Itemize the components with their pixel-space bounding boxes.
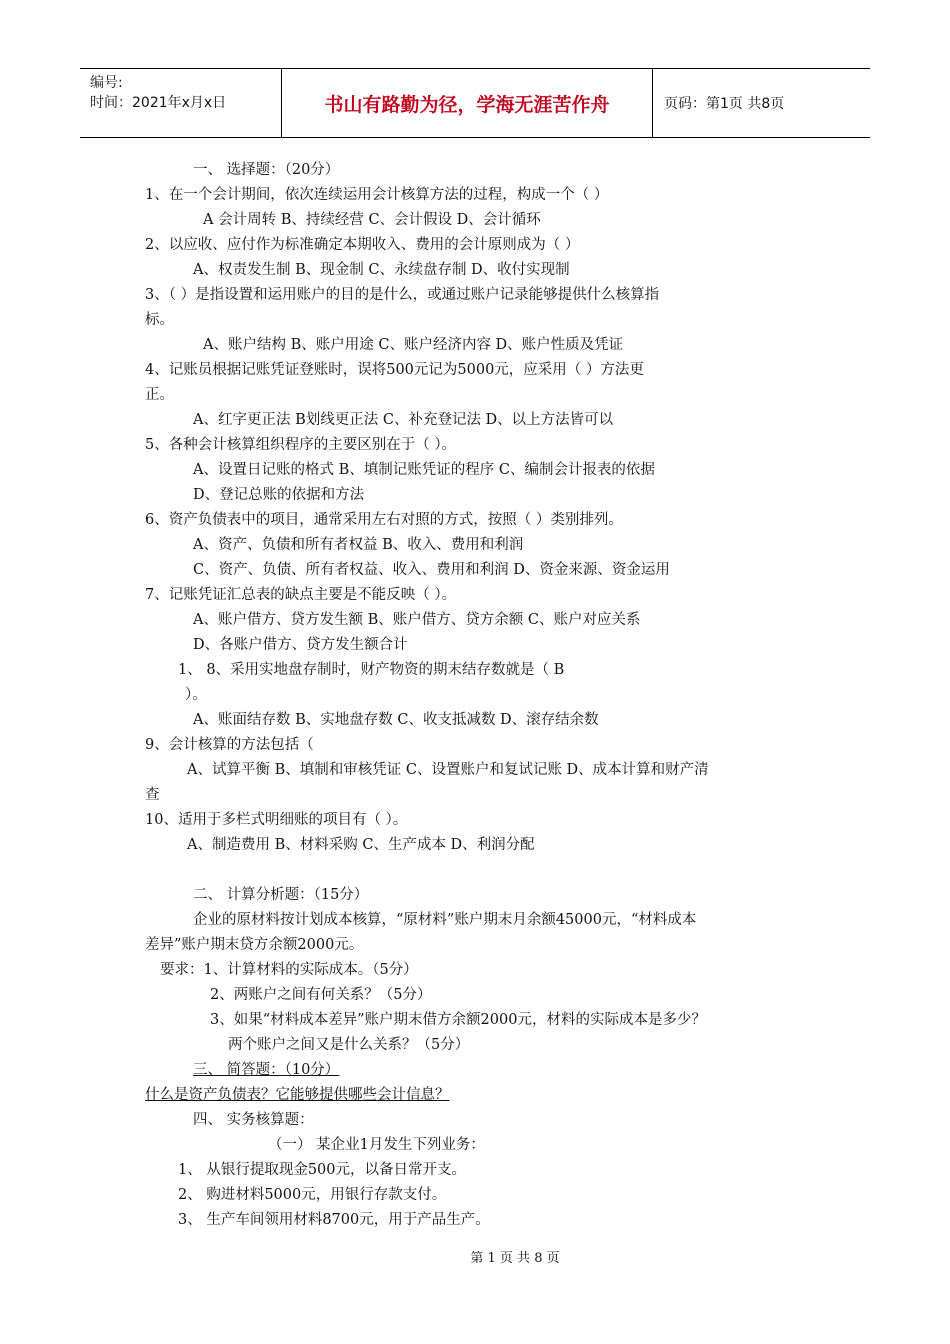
question-5: 5、各种会计核算组织程序的主要区别在于（ ）。 xyxy=(145,437,457,453)
section-1-heading: 一、 选择题：（20分） xyxy=(193,162,340,178)
question-2-options: A、权责发生制 B、现金制 C、永续盘存制 D、收付实现制 xyxy=(193,262,570,278)
page-footer: 第 1 页 共 8 页 xyxy=(470,1251,560,1266)
question-9-options: A、试算平衡 B、填制和审核凭证 C、设置账户和复试记账 D、成本计算和财产清 xyxy=(187,762,709,778)
question-5-options-a: A、设置日记账的格式 B、填制记账凭证的程序 C、编制会计报表的依据 xyxy=(193,462,655,478)
question-2: 2、以应收、应付作为标准确定本期收入、费用的会计原则成为（ ） xyxy=(145,237,580,253)
question-8-options: A、账面结存数 B、实地盘存数 C、收支抵减数 D、滚存结余数 xyxy=(193,712,599,728)
question-8-cont: ）。 xyxy=(185,687,207,703)
header-motto: 书山有路勤为径，学海无涯苦作舟 xyxy=(282,69,653,137)
requirement-2: 2、两账户之间有何关系？（5分） xyxy=(210,987,432,1003)
requirement-3-cont: 两个账户之间又是什么关系？（5分） xyxy=(228,1037,470,1053)
header-page-info: 页码：第1页 共8页 xyxy=(664,96,785,112)
question-3: 3、（ ）是指设置和运用账户的目的是什么，或通过账户记录能够提供什么核算指 xyxy=(145,287,660,303)
section-3-question: 什么是资产负债表？它能够提供哪些会计信息？ xyxy=(145,1087,450,1103)
transaction-1: 1、 从银行提取现金500元，以备日常开支。 xyxy=(178,1162,467,1178)
transaction-2: 2、 购进材料5000元，用银行存款支付。 xyxy=(178,1187,447,1203)
question-10: 10、适用于多栏式明细账的项目有（ ）。 xyxy=(145,812,408,828)
question-7-options-b: D、各账户借方、贷方发生额合计 xyxy=(193,637,408,653)
question-4-cont: 正。 xyxy=(145,387,174,403)
question-4: 4、记账员根据记账凭证登账时，误将500元记为5000元，应采用（ ）方法更 xyxy=(145,362,644,378)
question-9: 9、会计核算的方法包括（ xyxy=(145,737,314,753)
question-7-options-a: A、账户借方、贷方发生额 B、账户借方、贷方余额 C、账户对应关系 xyxy=(193,612,641,628)
requirement-3: 3、如果“材料成本差异”账户期末借方余额2000元，材料的实际成本是多少？ xyxy=(210,1012,706,1028)
question-10-options: A、制造费用 B、材料采购 C、生产成本 D、利润分配 xyxy=(187,837,535,853)
question-5-options-b: D、登记总账的依据和方法 xyxy=(193,487,365,503)
question-4-options: A、红字更正法 B划线更正法 C、补充登记法 D、以上方法皆可以 xyxy=(193,412,614,428)
time-label: 时间：2021年x月x日 xyxy=(90,95,227,111)
number-label: 编号: xyxy=(90,75,123,91)
question-7: 7、记账凭证汇总表的缺点主要是不能反映（ ）。 xyxy=(145,587,457,603)
section-3-heading: 三、 简答题：（10分） xyxy=(193,1062,340,1078)
section-2-heading: 二、 计算分析题：（15分） xyxy=(193,887,369,903)
header-meta xyxy=(80,69,282,137)
question-6-options-a: A、资产、负债和所有者权益 B、收入、费用和利润 xyxy=(193,537,524,553)
question-9-cont: 查 xyxy=(145,787,160,803)
section-2-text-2: 差异”账户期末贷方余额2000元。 xyxy=(145,937,364,953)
question-6: 6、资产负债表中的项目，通常采用左右对照的方式，按照（ ）类别排列。 xyxy=(145,512,623,528)
page-header xyxy=(80,68,870,138)
question-3-cont: 标。 xyxy=(145,312,174,328)
question-1: 1、在一个会计期间，依次连续运用会计核算方法的过程，构成一个（ ） xyxy=(145,187,609,203)
section-4-subheading: （一） 某企业1月发生下列业务： xyxy=(268,1137,485,1153)
section-4-heading: 四、 实务核算题： xyxy=(193,1112,314,1128)
requirement-1: 要求：1、计算材料的实际成本。（5分） xyxy=(160,962,418,978)
question-3-options: A、账户结构 B、账户用途 C、账户经济内容 D、账户性质及凭证 xyxy=(203,337,624,353)
section-2-text-1: 企业的原材料按计划成本核算，“原材料”账户期末月余额45000元，“材料成本 xyxy=(193,912,697,928)
question-6-options-b: C、资产、负债、所有者权益、收入、费用和利润 D、资金来源、资金运用 xyxy=(193,562,670,578)
transaction-3: 3、 生产车间领用材料8700元，用于产品生产。 xyxy=(178,1212,490,1228)
question-8: 1、 8、采用实地盘存制时，财产物资的期末结存数就是（ B xyxy=(178,662,565,678)
question-1-options: A 会计周转 B、持续经营 C、会计假设 D、会计循环 xyxy=(203,212,541,228)
